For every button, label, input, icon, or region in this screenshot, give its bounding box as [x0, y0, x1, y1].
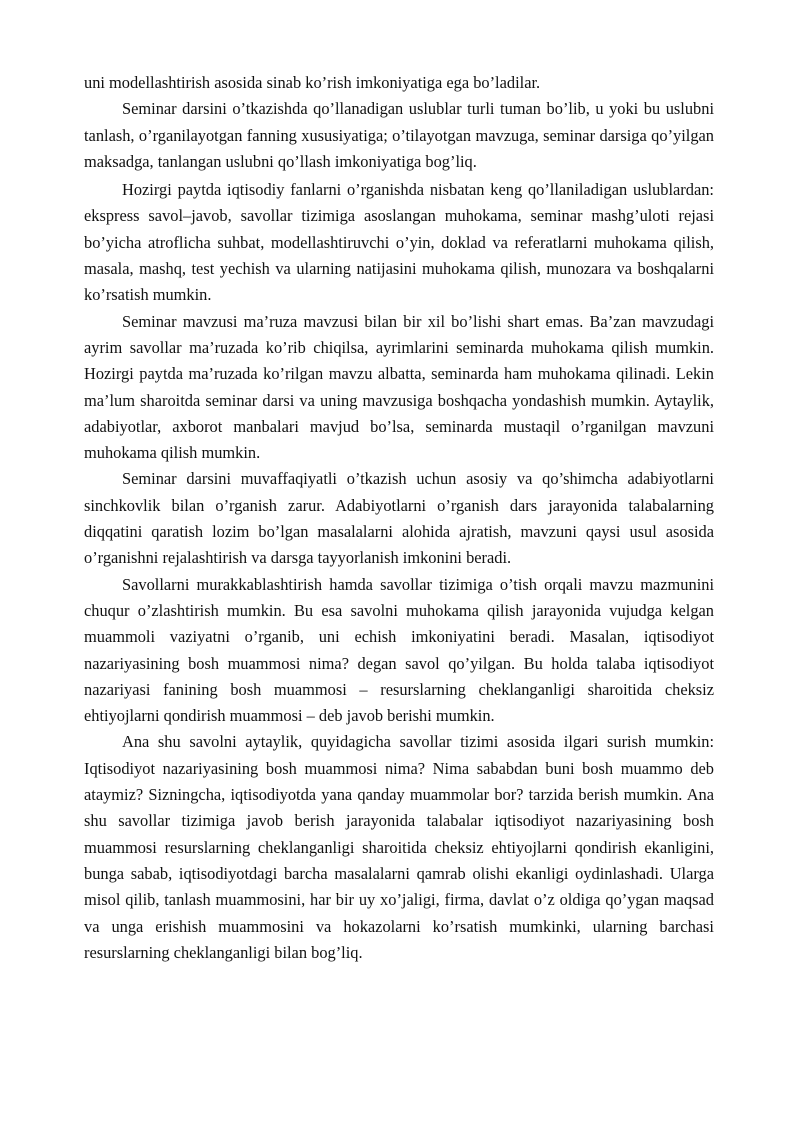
paragraph-seminar-methods: Seminar darsini o’tkazishda qo’llanadigan uslublar turli tuman bo’lib, u yoki bu uslubni tanlash, o’rganilayotgan fanning xususiyatiga; o’tilayotgan mavzuga, seminar darsiga qo’yilgan maksadga, tanlangan uslubni qo’llash imkoniyatiga bog’liq. — [84, 99, 714, 171]
paragraph-continuation: uni modellashtirish asosida sinab ko’rish imkoniyatiga ega bo’ladilar. — [84, 73, 541, 92]
paragraph-current-methods: Hozirgi paytda iqtisodiy fanlarni o’rganishda nisbatan keng qo’llaniladigan uslublardan: ekspress savol–javob, savollar tizimiga asoslangan muhokama, seminar mashg’uloti rejasi bo’yicha atroflicha suhbat, modellashtiruvchi o’yin, doklad va referatlarni muhokama qilish, masala, mashq, test yechish va ularning natijasini muhokama qilish, munozara va boshqalarni ko’rsatish mumkin. — [84, 180, 714, 305]
paragraph-seminar-topic: Seminar mavzusi ma’ruza mavzusi bilan bir xil bo’lishi shart emas. Ba’zan mavzudagi ayrim savollar ma’ruzada ko’rib chiqilsa, ayrimlarini seminarda muhokama qilish mumkin. Hozirgi paytda ma’ruzada ko’rilgan mavzu albatta, seminarda ham muhokama qilinadi. Lekin ma’lum sharoitda seminar darsi va uning mavzusiga boshqacha yondashish mumkin. Aytaylik, adabiyotlar, axborot manbalari mavjud bo’lsa, seminarda mustaqil o’rganilgan mavzuni muhokama qilish mumkin. — [84, 311, 714, 463]
paragraph-question-system: Ana shu savolni aytaylik, quyidagicha savollar tizimi asosida ilgari surish mumkin: Iqtisodiyot nazariyasining bosh muammosi nima? Nima sababdan buni bosh muammo deb ataymiz? Sizningcha, iqtisodiyotda yana qanday muammolar bor? tarzida berish mumkin. Ana shu savollar tizimiga javob berish jarayonida talabalar iqtisodiyot nazariyasining bosh muammosi resurslarning cheklanganligi sharoitida cheksiz ehtiyojlarni qondirish ekanligini, bunga sabab, iqtisodiyotdagi barcha masalalarni qamrab olishi ekanligi oydinlashadi. Ularga misol qilib, tanlash muammosini, har bir uy xo’jaligi, firma, davlat o’z oldiga qo’ygan maqsad va unga erishish muammosini va hokazolarni ko’rsatish mumkinki, ularning barchasi resurslarning cheklanganligi bilan bog’liq. — [84, 732, 714, 962]
body-text — [84, 70, 714, 966]
paragraph-literature: Seminar darsini muvaffaqiyatli o’tkazish uchun asosiy va qo’shimcha adabiyotlarni sinchkovlik bilan o’rganish zarur. Adabiyotlarni o’rganish dars jarayonida talabalarning diqqatini qaratish lozim bo’lgan masalalarni alohida ajratish, mavzuni qaysi usul asosida o’rganishni rejalashtirish va darsga tayyorlanish imkonini beradi. — [84, 469, 714, 568]
paragraph-question-complexity: Savollarni murakkablashtirish hamda savollar tizimiga o’tish orqali mavzu mazmunini chuqur o’zlashtirish mumkin. Bu esa savolni muhokama qilish jarayonida vujudga kelgan muammoli vaziyatni o’rganib, uni echish imkoniyatini beradi. Masalan, iqtisodiyot nazariyasining bosh muammosi nima? degan savol qo’yilgan. Bu holda talaba iqtisodiyot nazariyasi fanining bosh muammosi – resurslarning cheklanganligi sharoitida cheksiz ehtiyojlarni qondirish muammosi – deb javob berishi mumkin. — [84, 574, 714, 726]
